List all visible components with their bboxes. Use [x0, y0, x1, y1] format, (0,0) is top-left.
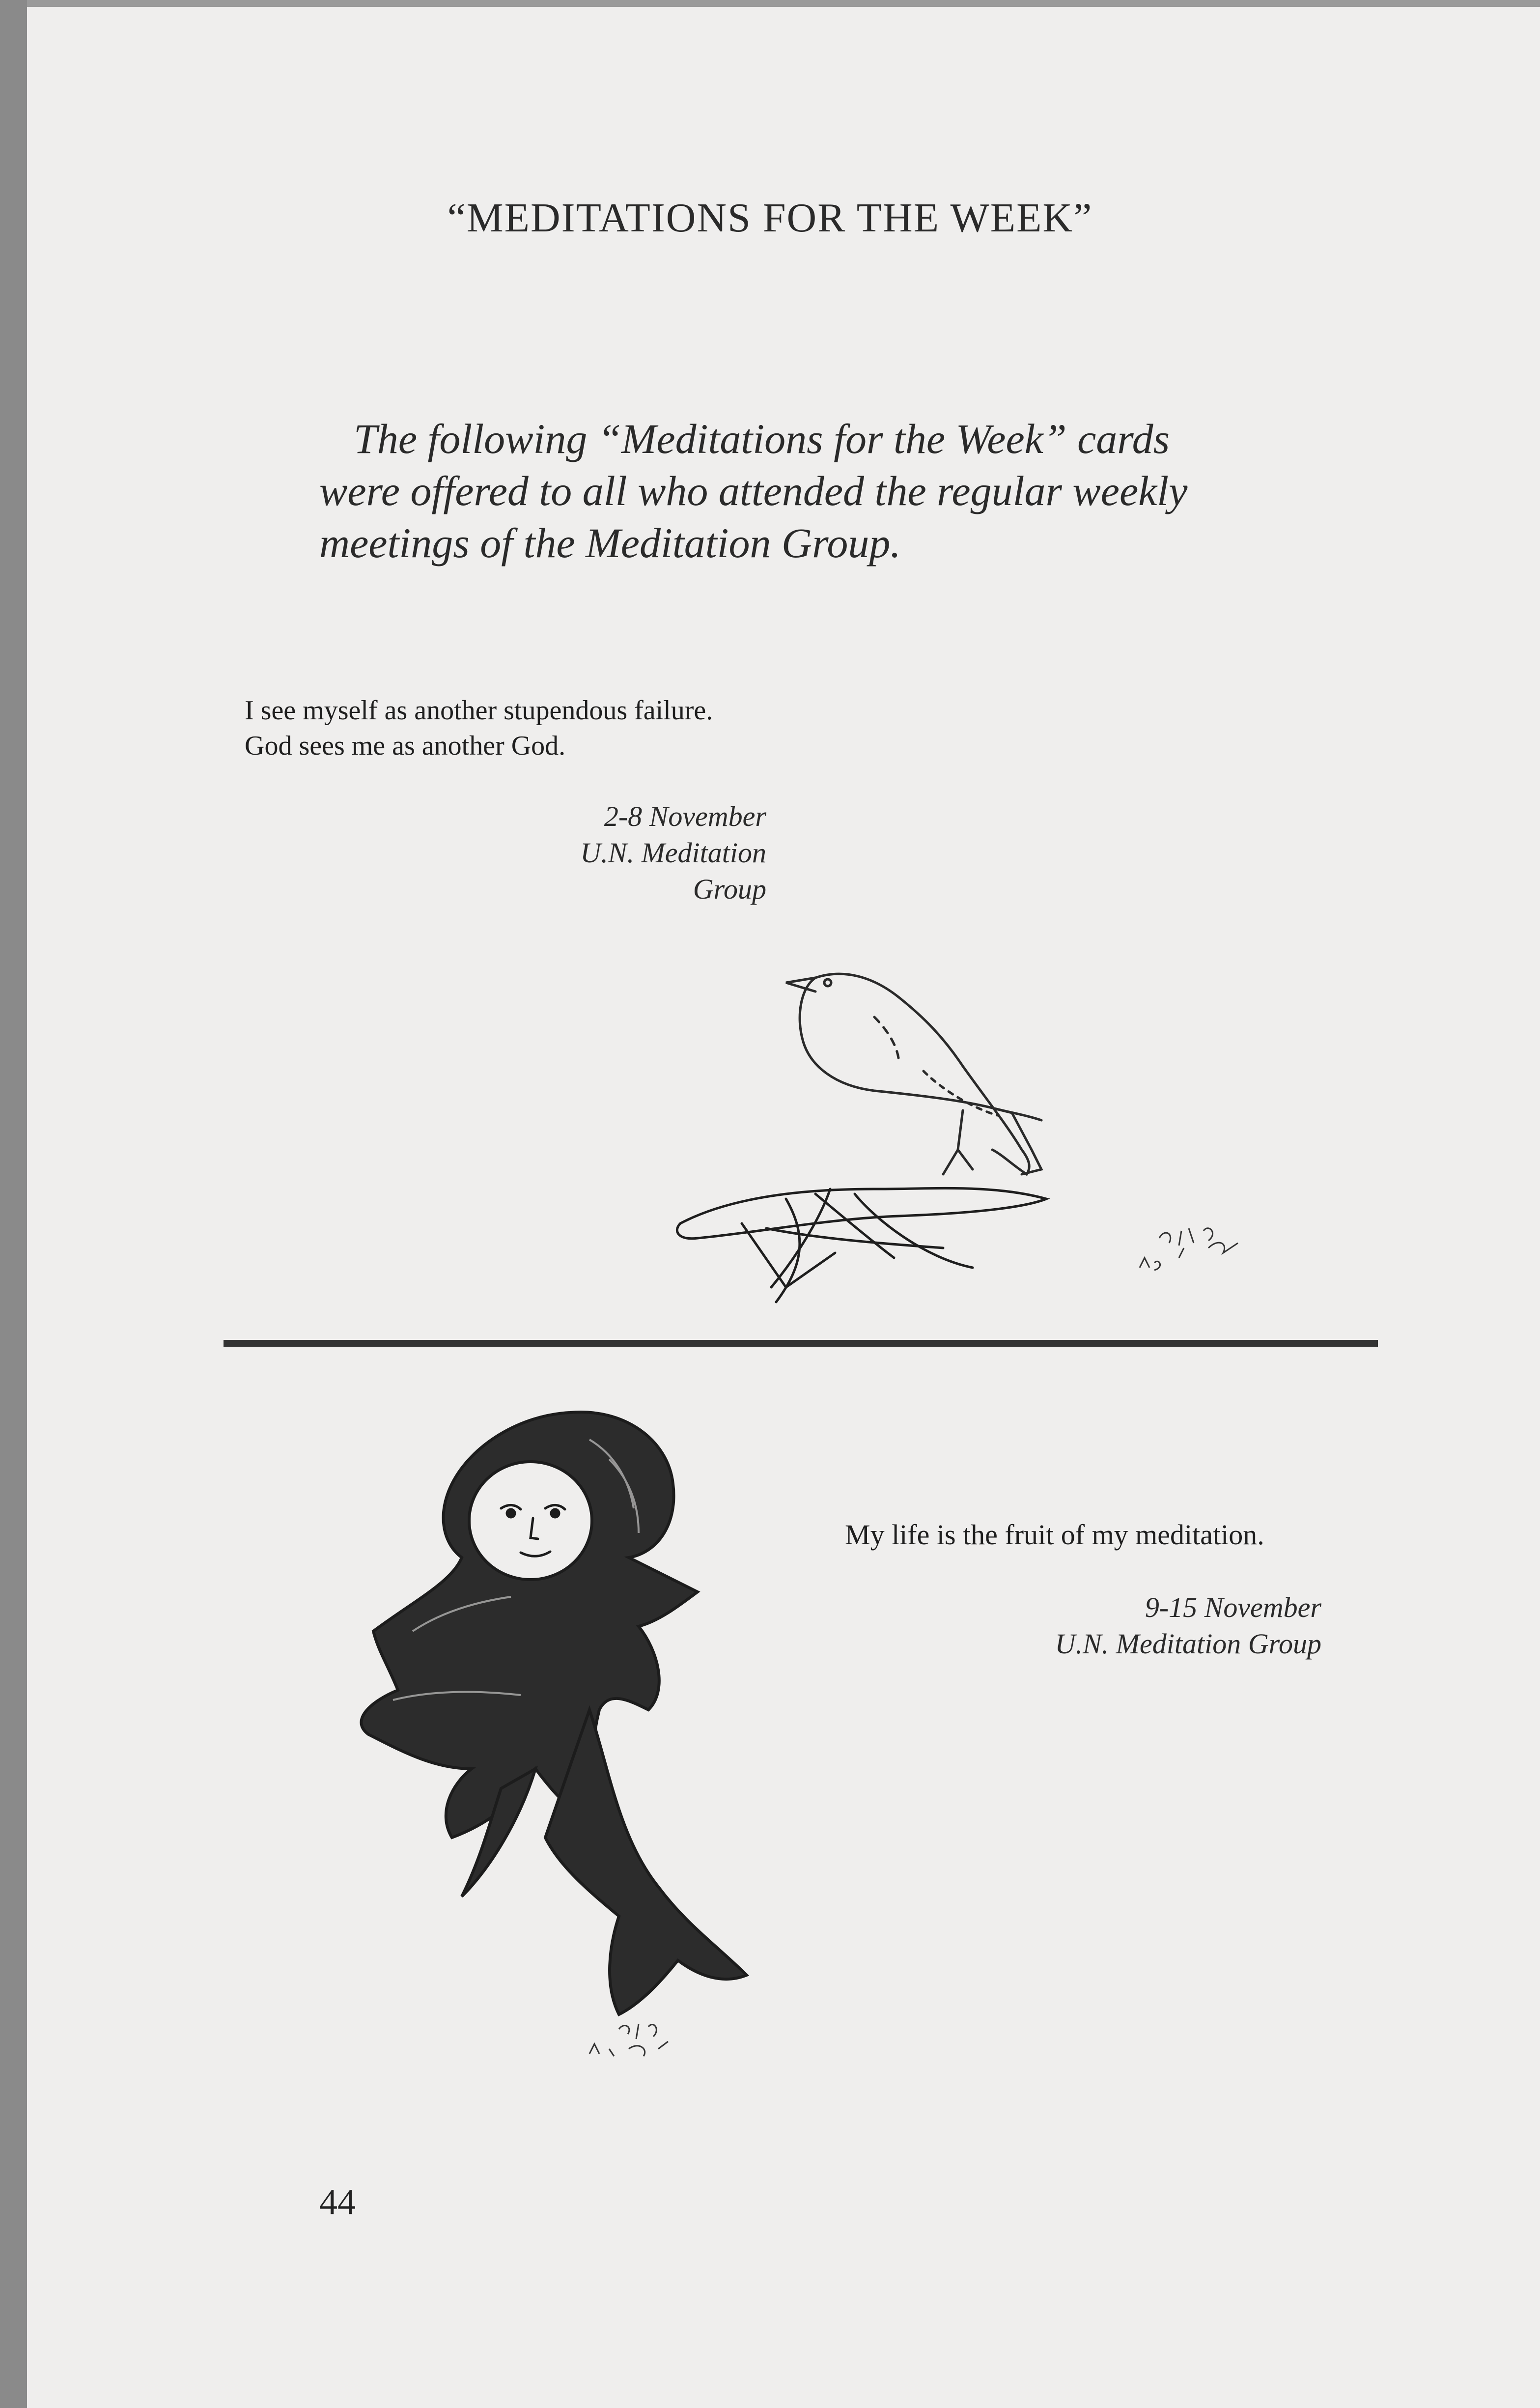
card1-quote — [245, 693, 713, 764]
page-title: “MEDITATIONS FOR THE WEEK” — [447, 195, 1093, 241]
card2-credit — [924, 1589, 1321, 1662]
card2-group: U.N. Meditation Group — [1055, 1628, 1321, 1660]
scan-edge-top — [0, 0, 1540, 7]
intro-line-2: were offered to all who attended the regular weekly — [319, 467, 1188, 514]
page-number: 44 — [319, 2182, 356, 2222]
bird-drawing — [668, 943, 1307, 1317]
card2-quote: My life is the fruit of my meditation. — [845, 1519, 1264, 1551]
card1-credit — [540, 798, 766, 907]
intro-paragraph — [319, 413, 1326, 569]
scan-edge-left — [0, 0, 27, 2408]
card1-date: 2-8 November — [604, 800, 766, 832]
card1-quote-line-2: God sees me as another God. — [245, 731, 566, 761]
intro-line-3: meetings of the Meditation Group. — [319, 519, 901, 567]
card1-group: U.N. Meditation Group — [580, 837, 766, 905]
intro-line-1: The following “Meditations for the Week” cards — [354, 415, 1170, 462]
divider-rule — [224, 1340, 1378, 1347]
hooded-figure-drawing — [314, 1395, 855, 2093]
card1-quote-line-1: I see myself as another stupendous failure. — [245, 695, 713, 726]
card2-date: 9-15 November — [1145, 1591, 1321, 1623]
